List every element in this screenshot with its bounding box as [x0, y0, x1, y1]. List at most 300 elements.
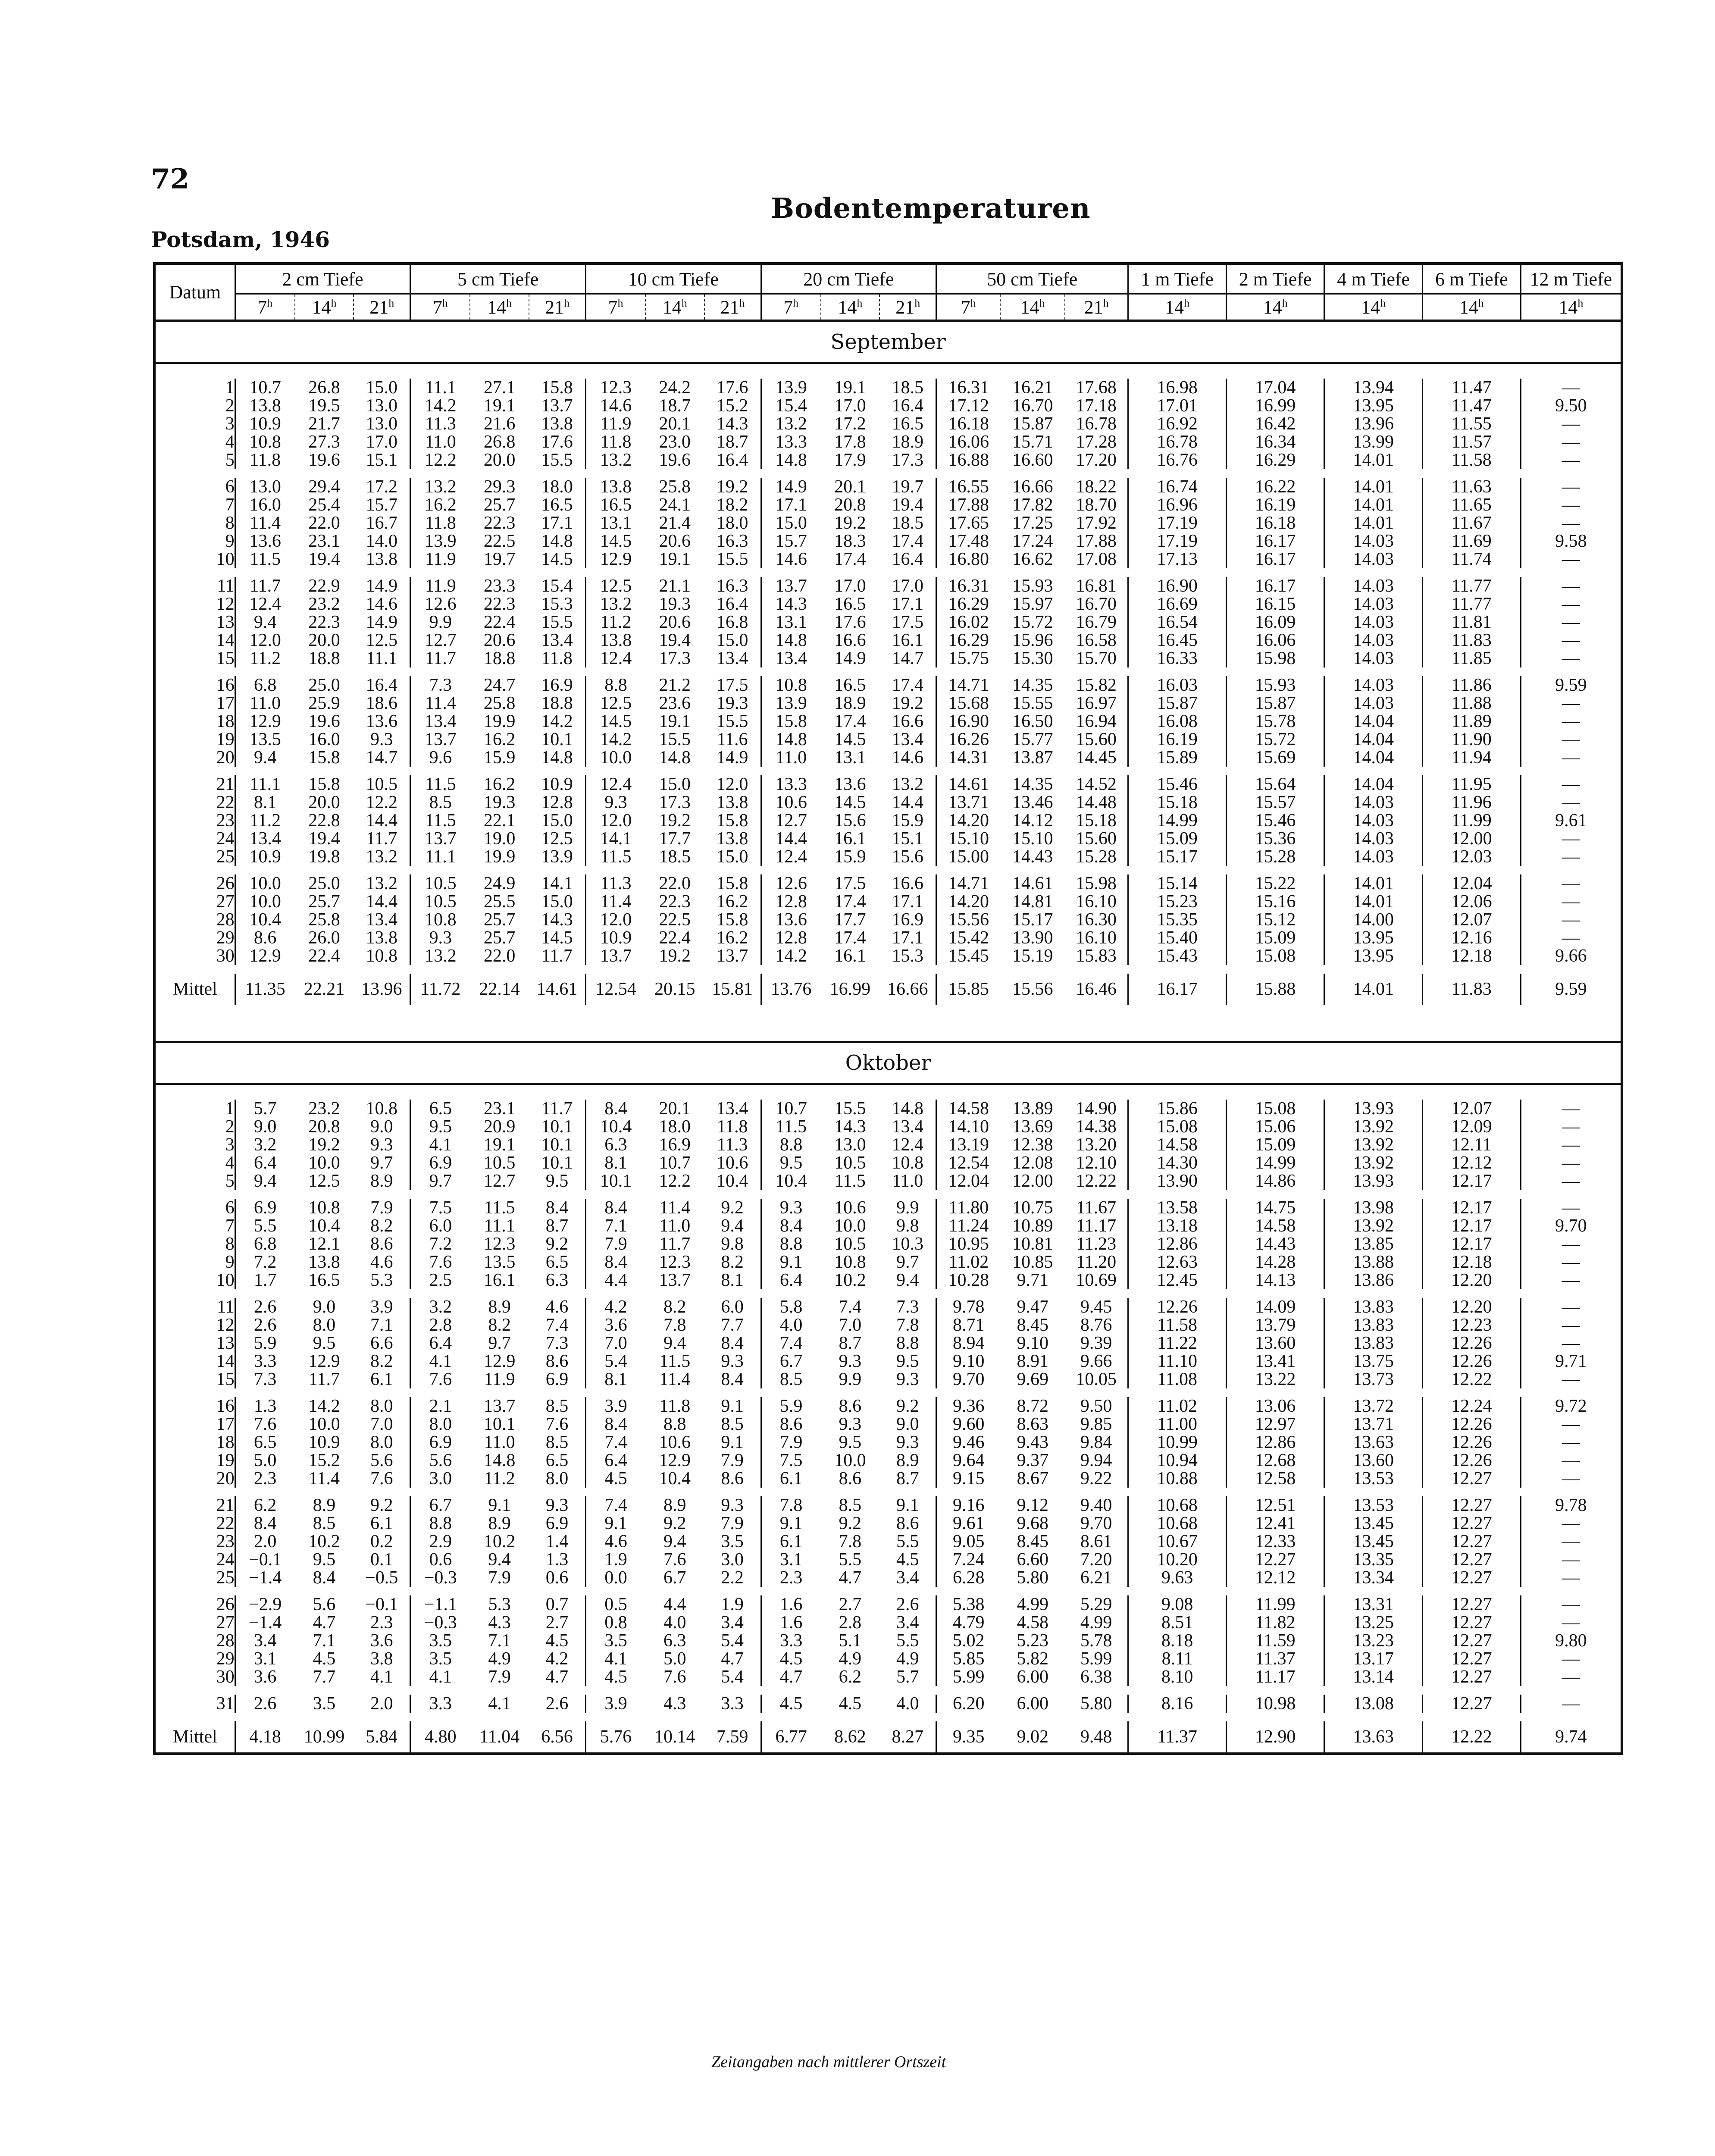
empty-cell: [1423, 965, 1521, 974]
temperature-cell: —: [1521, 613, 1622, 631]
temperature-cell: 8.4: [604, 1198, 627, 1218]
empty-cell: [936, 1587, 1001, 1595]
temperature-cell: 8.4: [604, 1414, 627, 1434]
empty-cell: [235, 469, 295, 478]
temperature-cell: 17.7: [834, 910, 866, 930]
temperature-cell: 1.4: [529, 1532, 586, 1551]
temperature-cell: 8.4: [604, 1099, 627, 1119]
temperature-cell: 13.85: [1324, 1235, 1423, 1253]
temperature-cell: 9.8: [879, 1217, 936, 1235]
temperature-cell: 6.7: [429, 1495, 452, 1515]
day-number: 2: [154, 397, 235, 415]
depth-header-2cm: 2 cm Tiefe: [235, 263, 410, 294]
temperature-cell: 11.2: [250, 649, 281, 668]
temperature-cell: 6.1: [779, 1532, 803, 1551]
temperature-cell: 18.9: [834, 693, 866, 713]
temperature-cell: 10.0: [308, 1414, 340, 1434]
temperature-cell: 10.20: [1128, 1551, 1227, 1569]
empty-cell: [154, 1084, 235, 1100]
temperature-cell: 12.5: [600, 693, 632, 713]
empty-cell: [410, 1488, 470, 1496]
temperature-cell: 11.0: [879, 1172, 936, 1190]
temperature-cell: 2.5: [429, 1270, 452, 1290]
empty-cell: [1324, 1488, 1423, 1496]
temperature-cell: 16.45: [1128, 631, 1227, 649]
temperature-cell: 16.17: [1226, 532, 1324, 550]
spacer-row: [154, 767, 1622, 775]
empty-cell: [1128, 767, 1227, 775]
day-number: 17: [154, 694, 235, 712]
mittel-value: 9.02: [1000, 1721, 1065, 1754]
temperature-cell: 12.3: [600, 378, 632, 398]
temperature-cell: —: [1521, 874, 1622, 893]
temperature-cell: 11.4: [659, 1198, 691, 1218]
empty-cell: [410, 667, 470, 676]
temperature-cell: 13.75: [1324, 1352, 1423, 1370]
temperature-cell: 11.5: [425, 774, 456, 794]
temperature-cell: 13.0: [354, 397, 410, 415]
header-row-depths: [154, 263, 1622, 294]
empty-cell: [235, 1289, 295, 1298]
empty-cell: [821, 1713, 880, 1721]
temperature-cell: 12.23: [1423, 1316, 1521, 1334]
temperature-cell: 14.5: [529, 550, 586, 568]
temperature-cell: 17.88: [948, 495, 989, 515]
temperature-cell: 19.1: [483, 396, 516, 416]
table-row: [154, 433, 1622, 451]
table-row: [154, 379, 1622, 397]
temperature-cell: 11.5: [834, 1171, 866, 1191]
table-row: [154, 577, 1622, 595]
empty-cell: [410, 965, 470, 974]
footnote: Zeitangaben nach mittlerer Ortszeit: [711, 2053, 946, 2071]
temperature-cell: 10.9: [249, 847, 281, 867]
empty-cell: [529, 1686, 586, 1695]
temperature-cell: 11.57: [1423, 433, 1521, 451]
temperature-cell: 13.90: [1012, 928, 1053, 948]
spacer-row: [154, 1686, 1622, 1695]
temperature-cell: 19.7: [483, 549, 516, 569]
temperature-cell: 16.22: [1226, 478, 1324, 496]
empty-cell: [1423, 866, 1521, 874]
mittel-value: 5.76: [585, 1721, 645, 1754]
empty-cell: [154, 363, 235, 379]
temperature-cell: —: [1521, 415, 1622, 433]
temperature-cell: 0.6: [429, 1550, 452, 1570]
temperature-cell: 16.70: [1012, 396, 1053, 416]
temperature-cell: 13.95: [1324, 397, 1423, 415]
empty-cell: [645, 965, 704, 974]
temperature-cell: 11.59: [1226, 1632, 1324, 1650]
mittel-value: 11.37: [1128, 1721, 1227, 1754]
temperature-cell: 10.81: [1012, 1234, 1053, 1254]
temperature-cell: 11.95: [1423, 775, 1521, 793]
temperature-cell: 4.4: [604, 1270, 627, 1290]
temperature-cell: 5.7: [253, 1099, 277, 1119]
temperature-cell: 9.3: [529, 1496, 586, 1514]
hour-header-14: [295, 294, 354, 321]
temperature-cell: 7.1: [313, 1631, 336, 1651]
empty-cell: [354, 767, 410, 775]
temperature-cell: 11.8: [704, 1118, 761, 1136]
temperature-cell: 19.3: [704, 694, 761, 712]
empty-cell: [295, 469, 354, 478]
page-title: Bodentemperaturen: [771, 192, 1091, 225]
temperature-cell: —: [1521, 1316, 1622, 1334]
temperature-cell: 26.8: [308, 378, 340, 398]
temperature-cell: 8.72: [1017, 1396, 1048, 1416]
temperature-cell: 11.8: [250, 450, 281, 470]
temperature-cell: 14.4: [879, 793, 936, 812]
temperature-cell: 11.67: [1423, 514, 1521, 532]
temperature-cell: 16.5: [308, 1270, 340, 1290]
empty-cell: [1324, 363, 1423, 379]
temperature-cell: 13.96: [1324, 415, 1423, 433]
temperature-cell: 14.5: [600, 531, 632, 551]
temperature-cell: 14.48: [1065, 793, 1128, 812]
temperature-cell: 2.9: [429, 1532, 452, 1551]
empty-cell: [704, 1190, 761, 1199]
temperature-cell: 14.03: [1324, 812, 1423, 830]
temperature-cell: 4.99: [1065, 1614, 1128, 1632]
empty-cell: [410, 1713, 470, 1721]
temperature-cell: 19.6: [659, 450, 691, 470]
empty-cell: [879, 363, 936, 379]
temperature-cell: 13.88: [1324, 1253, 1423, 1271]
temperature-cell: 15.71: [1012, 432, 1053, 452]
empty-cell: [821, 363, 880, 379]
temperature-cell: 18.22: [1065, 478, 1128, 496]
temperature-cell: 20.8: [834, 495, 866, 515]
empty-cell: [354, 667, 410, 676]
temperature-cell: 7.8: [839, 1532, 862, 1551]
temperature-cell: 1.3: [529, 1551, 586, 1569]
temperature-cell: 8.8: [663, 1414, 686, 1434]
temperature-cell: 4.6: [529, 1298, 586, 1316]
temperature-cell: 11.58: [1128, 1316, 1227, 1334]
empty-cell: [1324, 1388, 1423, 1397]
temperature-cell: 15.87: [1128, 694, 1227, 712]
temperature-cell: 6.1: [354, 1514, 410, 1532]
temperature-cell: 17.28: [1065, 433, 1128, 451]
mittel-label: Mittel: [154, 974, 235, 1005]
temperature-cell: 6.0: [429, 1216, 452, 1236]
temperature-cell: 7.6: [529, 1415, 586, 1433]
table-row: [154, 712, 1622, 730]
empty-cell: [1065, 667, 1128, 676]
day-number: 13: [154, 613, 235, 631]
depth-header-1m: 1 m Tiefe: [1128, 263, 1227, 294]
temperature-cell: 17.19: [1128, 514, 1227, 532]
temperature-cell: 9.16: [953, 1495, 985, 1515]
table-row: [154, 1352, 1622, 1370]
table-row: [154, 1514, 1622, 1532]
empty-cell: [354, 965, 410, 974]
temperature-cell: 16.34: [1226, 433, 1324, 451]
temperature-cell: 11.8: [659, 1396, 691, 1416]
temperature-cell: 16.33: [1128, 649, 1227, 667]
empty-cell: [295, 1190, 354, 1199]
temperature-cell: 10.8: [308, 1198, 340, 1218]
temperature-cell: 11.4: [600, 892, 632, 912]
hour-value: 14: [1459, 296, 1478, 318]
temperature-cell: 10.8: [354, 1100, 410, 1118]
temperature-cell: 15.77: [1012, 730, 1053, 749]
temperature-cell: 10.5: [425, 874, 457, 893]
temperature-cell: 11.20: [1065, 1253, 1128, 1271]
temperature-cell: 1.3: [253, 1396, 277, 1416]
temperature-cell: 2.3: [779, 1568, 803, 1588]
empty-cell: [585, 1190, 645, 1199]
mittel-value: 11.72: [420, 979, 461, 999]
temperature-cell: 10.8: [879, 1154, 936, 1172]
temperature-cell: 16.4: [704, 595, 761, 613]
temperature-cell: 10.5: [425, 892, 457, 912]
empty-cell: [704, 1289, 761, 1298]
temperature-cell: 12.3: [483, 1234, 516, 1254]
temperature-cell: 12.4: [775, 847, 807, 867]
temperature-cell: 12.97: [1226, 1415, 1324, 1433]
temperature-cell: 9.2: [704, 1199, 761, 1217]
temperature-cell: 4.7: [529, 1668, 586, 1686]
temperature-cell: 4.0: [879, 1695, 936, 1713]
temperature-cell: 9.6: [429, 748, 452, 768]
temperature-cell: 17.01: [1128, 397, 1227, 415]
temperature-cell: 7.0: [604, 1333, 627, 1353]
temperature-cell: 8.4: [313, 1568, 336, 1588]
temperature-cell: 8.8: [604, 675, 627, 695]
temperature-cell: 9.2: [879, 1397, 936, 1415]
empty-cell: [1065, 1713, 1128, 1721]
empty-cell: [1226, 1587, 1324, 1595]
temperature-cell: 7.4: [529, 1316, 586, 1334]
temperature-cell: 7.2: [253, 1252, 277, 1272]
temperature-cell: −1.1: [424, 1595, 457, 1614]
hour-header-14: [1000, 294, 1065, 321]
temperature-cell: 11.58: [1423, 451, 1521, 469]
temperature-cell: 15.8: [704, 874, 761, 893]
temperature-cell: 10.8: [834, 1252, 866, 1272]
temperature-cell: 16.88: [948, 450, 989, 470]
day-number: 12: [154, 1316, 235, 1334]
temperature-cell: 14.04: [1324, 712, 1423, 730]
temperature-cell: 10.88: [1128, 1470, 1227, 1488]
temperature-cell: 10.4: [600, 1117, 632, 1137]
table-row: [154, 496, 1622, 514]
temperature-cell: 8.9: [663, 1495, 686, 1515]
temperature-cell: 13.7: [775, 576, 807, 596]
mittel-value: 9.35: [936, 1721, 1001, 1754]
temperature-cell: 19.2: [659, 946, 691, 966]
empty-cell: [154, 965, 235, 974]
temperature-cell: 15.96: [1012, 630, 1053, 650]
empty-cell: [354, 469, 410, 478]
temperature-cell: 11.1: [425, 378, 456, 398]
empty-cell: [761, 1686, 821, 1695]
temperature-cell: 10.67: [1128, 1532, 1227, 1551]
temperature-cell: 15.86: [1128, 1100, 1227, 1118]
temperature-cell: 5.38: [953, 1595, 985, 1614]
day-number: 29: [154, 929, 235, 947]
temperature-cell: 12.9: [249, 711, 281, 731]
day-number: 29: [154, 1650, 235, 1668]
temperature-cell: 13.60: [1324, 1451, 1423, 1470]
temperature-cell: 13.63: [1324, 1433, 1423, 1451]
temperature-cell: 16.6: [879, 874, 936, 893]
temperature-cell: 7.5: [429, 1198, 452, 1218]
empty-cell: [470, 965, 529, 974]
temperature-cell: 17.0: [834, 396, 866, 416]
hour-header-21: [1065, 294, 1128, 321]
temperature-cell: 4.9: [879, 1650, 936, 1668]
temperature-cell: 16.5: [879, 415, 936, 433]
table-row: [154, 514, 1622, 532]
empty-cell: [761, 1084, 821, 1100]
day-number: 14: [154, 1352, 235, 1370]
temperature-cell: 8.9: [488, 1514, 511, 1533]
temperature-cell: 16.19: [1128, 730, 1227, 749]
temperature-cell: 18.5: [879, 379, 936, 397]
temperature-cell: 9.61: [1521, 812, 1622, 830]
temperature-cell: 13.17: [1324, 1650, 1423, 1668]
temperature-cell: 5.23: [1017, 1631, 1048, 1651]
temperature-cell: 16.97: [1065, 694, 1128, 712]
empty-cell: [761, 469, 821, 478]
temperature-cell: 16.31: [948, 378, 989, 398]
day-number: 26: [154, 1595, 235, 1614]
temperature-cell: 5.78: [1065, 1632, 1128, 1650]
temperature-cell: 16.0: [249, 495, 281, 515]
temperature-cell: 9.4: [253, 612, 277, 632]
temperature-cell: 8.5: [529, 1397, 586, 1415]
temperature-cell: 9.3: [779, 1198, 803, 1218]
temperature-cell: −1.4: [249, 1613, 282, 1633]
temperature-cell: 10.8: [775, 675, 807, 695]
temperature-cell: 6.60: [1017, 1550, 1048, 1570]
temperature-cell: 6.9: [529, 1370, 586, 1388]
day-number: 19: [154, 1451, 235, 1470]
day-number: 28: [154, 1632, 235, 1650]
temperature-cell: —: [1521, 514, 1622, 532]
empty-cell: [529, 1190, 586, 1199]
temperature-cell: 19.6: [308, 450, 340, 470]
temperature-cell: 15.0: [529, 893, 586, 911]
temperature-cell: 5.6: [429, 1451, 452, 1470]
empty-cell: [821, 1289, 880, 1298]
temperature-cell: —: [1521, 848, 1622, 866]
temperature-cell: 16.55: [948, 477, 989, 497]
temperature-cell: 12.7: [775, 811, 807, 830]
temperature-cell: 11.8: [600, 432, 632, 452]
temperature-cell: 15.0: [704, 848, 761, 866]
temperature-cell: 7.3: [253, 1369, 277, 1389]
temperature-cell: 13.86: [1324, 1271, 1423, 1289]
temperature-cell: 8.6: [779, 1414, 803, 1434]
temperature-cell: 15.9: [834, 847, 866, 867]
empty-cell: [1324, 469, 1423, 478]
temperature-cell: 16.17: [1226, 577, 1324, 595]
temperature-cell: 4.7: [779, 1667, 803, 1687]
mittel-value: 16.46: [1065, 974, 1128, 1005]
temperature-cell: 13.98: [1324, 1199, 1423, 1217]
temperature-cell: 13.5: [483, 1252, 516, 1272]
temperature-cell: 17.82: [1012, 495, 1053, 515]
temperature-cell: 12.17: [1423, 1235, 1521, 1253]
depth-header-2m: 2 m Tiefe: [1226, 263, 1324, 294]
temperature-cell: 12.27: [1423, 1532, 1521, 1551]
empty-cell: [1128, 1587, 1227, 1595]
temperature-cell: 8.1: [604, 1153, 627, 1173]
empty-cell: [354, 1713, 410, 1721]
temperature-cell: 17.4: [834, 928, 866, 948]
temperature-cell: 14.03: [1324, 676, 1423, 694]
temperature-cell: 16.1: [879, 631, 936, 649]
temperature-cell: 11.08: [1128, 1370, 1227, 1388]
temperature-cell: 10.69: [1065, 1271, 1128, 1289]
temperature-cell: 6.7: [663, 1568, 686, 1588]
empty-cell: [879, 1190, 936, 1199]
temperature-cell: 25.8: [659, 477, 691, 497]
empty-cell: [354, 1388, 410, 1397]
temperature-cell: 15.1: [354, 451, 410, 469]
temperature-cell: 12.3: [659, 1252, 691, 1272]
temperature-cell: 16.02: [948, 612, 989, 632]
temperature-cell: 11.0: [776, 748, 807, 768]
empty-cell: [1226, 1488, 1324, 1496]
temperature-cell: 15.70: [1065, 649, 1128, 667]
temperature-cell: 15.3: [879, 947, 936, 965]
temperature-cell: 15.57: [1226, 793, 1324, 812]
temperature-cell: —: [1521, 496, 1622, 514]
temperature-cell: 9.71: [1521, 1352, 1622, 1370]
empty-cell: [1423, 469, 1521, 478]
hour-suffix: h: [1282, 296, 1288, 309]
day-number: 24: [154, 830, 235, 848]
temperature-cell: 16.80: [948, 549, 989, 569]
empty-cell: [585, 1084, 645, 1100]
temperature-cell: 8.91: [1017, 1351, 1048, 1371]
hour-suffix: h: [442, 296, 448, 309]
temperature-cell: 14.75: [1226, 1199, 1324, 1217]
temperature-cell: 17.68: [1065, 379, 1128, 397]
empty-cell: [704, 1587, 761, 1595]
hour-value: 21: [720, 296, 739, 318]
temperature-cell: —: [1521, 577, 1622, 595]
temperature-cell: 15.78: [1226, 712, 1324, 730]
temperature-cell: 11.5: [250, 549, 281, 569]
temperature-cell: 15.0: [775, 513, 807, 533]
temperature-cell: 16.17: [1226, 550, 1324, 568]
temperature-cell: 13.83: [1324, 1298, 1423, 1316]
empty-cell: [585, 363, 645, 379]
empty-cell: [936, 1289, 1001, 1298]
temperature-cell: 25.0: [308, 874, 340, 893]
header-row-hours: [154, 294, 1622, 321]
empty-cell: [1423, 1587, 1521, 1595]
temperature-cell: 9.1: [604, 1514, 627, 1533]
temperature-cell: 15.8: [704, 911, 761, 929]
temperature-cell: 14.8: [659, 748, 691, 768]
temperature-cell: 5.3: [354, 1271, 410, 1289]
day-number: 17: [154, 1415, 235, 1433]
empty-cell: [585, 1388, 645, 1397]
temperature-cell: 14.01: [1324, 893, 1423, 911]
hour-header-14: [1324, 294, 1423, 321]
temperature-cell: 22.5: [483, 531, 516, 551]
temperature-cell: 12.27: [1423, 1595, 1521, 1614]
temperature-cell: 13.2: [600, 594, 632, 614]
temperature-cell: 12.08: [1012, 1153, 1053, 1173]
